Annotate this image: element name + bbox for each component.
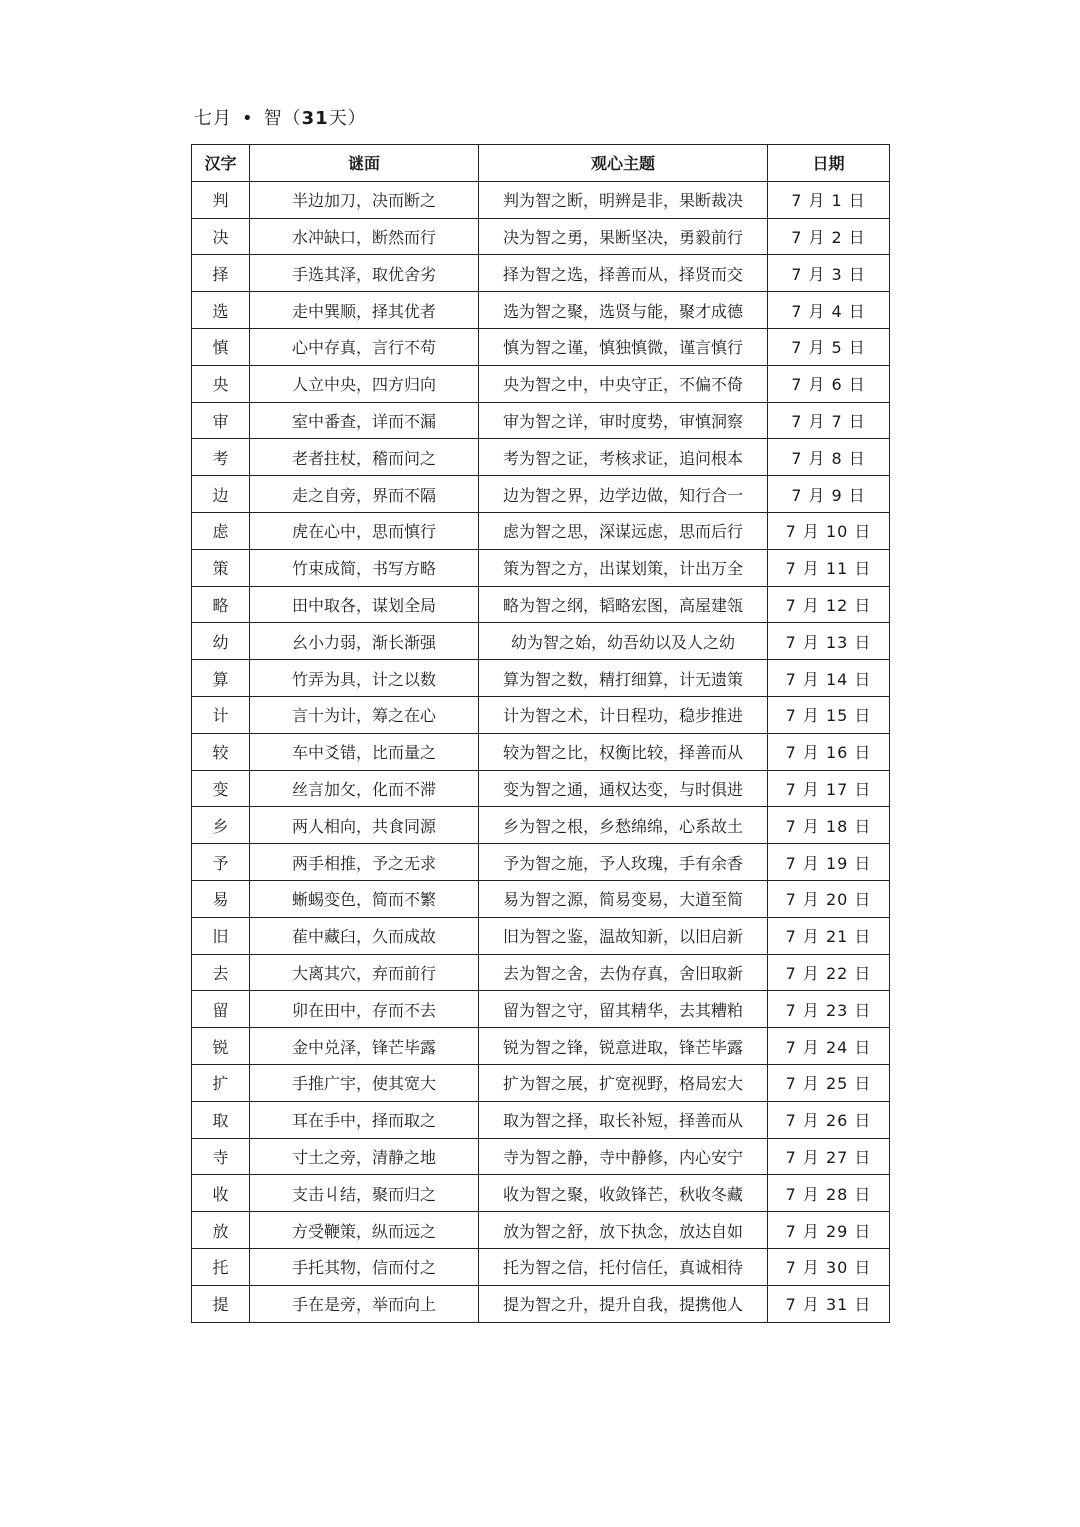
table-row [192, 1212, 890, 1249]
cell-riddle: 耳在手中，择而取之 [250, 1101, 479, 1138]
cell-date: 7 月 3 日 [768, 255, 890, 292]
cell-date: 7 月 9 日 [768, 476, 890, 513]
title-month: 七月 [194, 108, 232, 129]
cell-date: 7 月 11 日 [768, 549, 890, 586]
cell-date: 7 月 10 日 [768, 512, 890, 549]
cell-riddle: 竹束成简，书写方略 [250, 549, 479, 586]
cell-character: 托 [192, 1248, 250, 1285]
table-row [192, 402, 890, 439]
cell-riddle: 虎在心中，思而慎行 [250, 512, 479, 549]
cell-date: 7 月 7 日 [768, 402, 890, 439]
cell-character: 计 [192, 696, 250, 733]
table-row [192, 1028, 890, 1065]
cell-riddle: 手选其泽，取优舍劣 [250, 255, 479, 292]
table-row [192, 512, 890, 549]
cell-date: 7 月 18 日 [768, 807, 890, 844]
cell-character: 幼 [192, 623, 250, 660]
table-row [192, 1285, 890, 1322]
cell-riddle: 走中巽顺，择其优者 [250, 292, 479, 329]
cell-character: 扩 [192, 1064, 250, 1101]
cell-date: 7 月 22 日 [768, 954, 890, 991]
cell-theme: 虑为智之思，深谋远虑，思而后行 [479, 512, 768, 549]
cell-character: 虑 [192, 512, 250, 549]
cell-date: 7 月 1 日 [768, 181, 890, 218]
table-row [192, 1064, 890, 1101]
cell-theme: 审为智之详，审时度势，审慎洞察 [479, 402, 768, 439]
cell-character: 变 [192, 770, 250, 807]
cell-theme: 判为智之断，明辨是非，果断裁决 [479, 181, 768, 218]
cell-theme: 扩为智之展，扩宽视野，格局宏大 [479, 1064, 768, 1101]
cell-theme: 放为智之舒，放下执念，放达自如 [479, 1212, 768, 1249]
cell-character: 取 [192, 1101, 250, 1138]
cell-character: 乡 [192, 807, 250, 844]
table-body [192, 181, 890, 1322]
cell-character: 易 [192, 880, 250, 917]
table-row [192, 844, 890, 881]
cell-character: 去 [192, 954, 250, 991]
cell-riddle: 走之自旁，界而不隔 [250, 476, 479, 513]
cell-riddle: 手托其物，信而付之 [250, 1248, 479, 1285]
cell-theme: 变为智之通，通权达变，与时俱进 [479, 770, 768, 807]
table-row [192, 660, 890, 697]
cell-character: 收 [192, 1175, 250, 1212]
title-unit: 天） [328, 108, 367, 129]
table-row [192, 991, 890, 1028]
header-riddle: 谜面 [250, 145, 479, 182]
cell-character: 决 [192, 218, 250, 255]
table-row [192, 439, 890, 476]
table-row [192, 696, 890, 733]
cell-theme: 策为智之方，出谋划策，计出万全 [479, 549, 768, 586]
table-row [192, 1175, 890, 1212]
cell-theme: 收为智之聚，收敛锋芒，秋收冬藏 [479, 1175, 768, 1212]
cell-riddle: 两手相推，予之无求 [250, 844, 479, 881]
cell-theme: 托为智之信，托付信任，真诚相待 [479, 1248, 768, 1285]
cell-riddle: 室中番查，详而不漏 [250, 402, 479, 439]
cell-date: 7 月 26 日 [768, 1101, 890, 1138]
cell-character: 锐 [192, 1028, 250, 1065]
cell-riddle: 大离其穴，弃而前行 [250, 954, 479, 991]
cell-theme: 选为智之聚，选贤与能，聚才成德 [479, 292, 768, 329]
cell-character: 择 [192, 255, 250, 292]
cell-character: 考 [192, 439, 250, 476]
cell-character: 放 [192, 1212, 250, 1249]
cell-riddle: 竹弄为具，计之以数 [250, 660, 479, 697]
cell-date: 7 月 2 日 [768, 218, 890, 255]
cell-theme: 锐为智之锋，锐意进取，锋芒毕露 [479, 1028, 768, 1065]
table-row [192, 954, 890, 991]
cell-theme: 寺为智之静，寺中静修，内心安宁 [479, 1138, 768, 1175]
table-row [192, 181, 890, 218]
table-row [192, 880, 890, 917]
cell-date: 7 月 19 日 [768, 844, 890, 881]
table-row [192, 218, 890, 255]
cell-riddle: 车中爻错，比而量之 [250, 733, 479, 770]
cell-character: 留 [192, 991, 250, 1028]
table-row [192, 255, 890, 292]
cell-riddle: 半边加刀，决而断之 [250, 181, 479, 218]
cell-date: 7 月 27 日 [768, 1138, 890, 1175]
cell-riddle: 老者拄杖，稽而问之 [250, 439, 479, 476]
cell-theme: 决为智之勇，果断坚决，勇毅前行 [479, 218, 768, 255]
cell-theme: 去为智之舍，去伪存真，舍旧取新 [479, 954, 768, 991]
cell-theme: 计为智之术，计日程功，稳步推进 [479, 696, 768, 733]
cell-character: 判 [192, 181, 250, 218]
cell-date: 7 月 25 日 [768, 1064, 890, 1101]
cell-riddle: 丝言加攵，化而不滞 [250, 770, 479, 807]
table-row [192, 476, 890, 513]
cell-date: 7 月 28 日 [768, 1175, 890, 1212]
cell-character: 算 [192, 660, 250, 697]
cell-riddle: 卯在田中，存而不去 [250, 991, 479, 1028]
cell-theme: 慎为智之谨，慎独慎微，谨言慎行 [479, 328, 768, 365]
title-separator: • [242, 108, 254, 129]
cell-riddle: 方受鞭策，纵而远之 [250, 1212, 479, 1249]
cell-date: 7 月 29 日 [768, 1212, 890, 1249]
cell-theme: 算为智之数，精打细算，计无遗策 [479, 660, 768, 697]
cell-theme: 幼为智之始，幼吾幼以及人之幼 [479, 623, 768, 660]
title-theme: 智 [263, 108, 283, 129]
table-row [192, 1138, 890, 1175]
cell-date: 7 月 8 日 [768, 439, 890, 476]
cell-theme: 易为智之源，简易变易，大道至简 [479, 880, 768, 917]
cell-riddle: 水冲缺口，断然而行 [250, 218, 479, 255]
cell-riddle: 幺小力弱，渐长渐强 [250, 623, 479, 660]
cell-theme: 予为智之施，予人玫瑰，手有余香 [479, 844, 768, 881]
cell-riddle: 萑中藏臼，久而成故 [250, 917, 479, 954]
header-character: 汉字 [192, 145, 250, 182]
title-day-count: 31 [301, 108, 329, 129]
cell-character: 策 [192, 549, 250, 586]
cell-date: 7 月 23 日 [768, 991, 890, 1028]
cell-character: 审 [192, 402, 250, 439]
cell-character: 较 [192, 733, 250, 770]
cell-date: 7 月 6 日 [768, 365, 890, 402]
cell-riddle: 田中取各，谋划全局 [250, 586, 479, 623]
header-theme: 观心主题 [479, 145, 768, 182]
cell-riddle: 手推广宇，使其宽大 [250, 1064, 479, 1101]
cell-character: 旧 [192, 917, 250, 954]
cell-date: 7 月 5 日 [768, 328, 890, 365]
cell-riddle: 手在是旁，举而向上 [250, 1285, 479, 1322]
table-row [192, 549, 890, 586]
cell-date: 7 月 17 日 [768, 770, 890, 807]
table-row [192, 807, 890, 844]
cell-theme: 旧为智之鉴，温故知新，以旧启新 [479, 917, 768, 954]
calendar-table [191, 144, 890, 1323]
cell-date: 7 月 20 日 [768, 880, 890, 917]
cell-date: 7 月 16 日 [768, 733, 890, 770]
cell-riddle: 支击丩结，聚而归之 [250, 1175, 479, 1212]
cell-theme: 提为智之升，提升自我，提携他人 [479, 1285, 768, 1322]
cell-riddle: 蜥蜴变色，简而不繁 [250, 880, 479, 917]
cell-theme: 考为智之证，考核求证，追问根本 [479, 439, 768, 476]
cell-character: 慎 [192, 328, 250, 365]
cell-theme: 边为智之界，边学边做，知行合一 [479, 476, 768, 513]
cell-theme: 较为智之比，权衡比较，择善而从 [479, 733, 768, 770]
cell-character: 予 [192, 844, 250, 881]
cell-character: 选 [192, 292, 250, 329]
cell-date: 7 月 14 日 [768, 660, 890, 697]
page-title [194, 106, 367, 132]
cell-riddle: 寸土之旁，清静之地 [250, 1138, 479, 1175]
cell-character: 寺 [192, 1138, 250, 1175]
cell-date: 7 月 13 日 [768, 623, 890, 660]
table-row [192, 1248, 890, 1285]
table-row [192, 1101, 890, 1138]
cell-theme: 央为智之中，中央守正，不偏不倚 [479, 365, 768, 402]
header-date: 日期 [768, 145, 890, 182]
cell-date: 7 月 15 日 [768, 696, 890, 733]
cell-character: 央 [192, 365, 250, 402]
table-row [192, 733, 890, 770]
table-row [192, 292, 890, 329]
cell-date: 7 月 12 日 [768, 586, 890, 623]
cell-theme: 乡为智之根，乡愁绵绵，心系故土 [479, 807, 768, 844]
table-row [192, 770, 890, 807]
cell-date: 7 月 31 日 [768, 1285, 890, 1322]
table-header-row [192, 145, 890, 182]
cell-riddle: 人立中央，四方归向 [250, 365, 479, 402]
table-row [192, 365, 890, 402]
cell-date: 7 月 30 日 [768, 1248, 890, 1285]
table-row [192, 586, 890, 623]
cell-character: 略 [192, 586, 250, 623]
cell-riddle: 两人相向，共食同源 [250, 807, 479, 844]
cell-theme: 择为智之选，择善而从，择贤而交 [479, 255, 768, 292]
cell-theme: 留为智之守，留其精华，去其糟粕 [479, 991, 768, 1028]
cell-character: 提 [192, 1285, 250, 1322]
cell-date: 7 月 24 日 [768, 1028, 890, 1065]
cell-riddle: 心中存真，言行不苟 [250, 328, 479, 365]
cell-date: 7 月 21 日 [768, 917, 890, 954]
title-open-paren: （ [282, 108, 302, 129]
table-row [192, 328, 890, 365]
cell-date: 7 月 4 日 [768, 292, 890, 329]
cell-character: 边 [192, 476, 250, 513]
table-row [192, 623, 890, 660]
cell-riddle: 金中兑泽，锋芒毕露 [250, 1028, 479, 1065]
cell-theme: 略为智之纲，韬略宏图，高屋建瓴 [479, 586, 768, 623]
cell-theme: 取为智之择，取长补短，择善而从 [479, 1101, 768, 1138]
cell-riddle: 言十为计，筹之在心 [250, 696, 479, 733]
table-row [192, 917, 890, 954]
